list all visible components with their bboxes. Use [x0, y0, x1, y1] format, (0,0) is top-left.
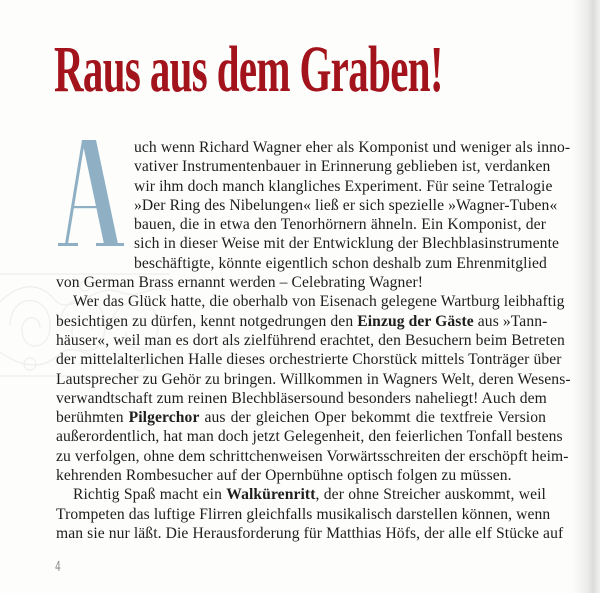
- text-line: [56, 215, 546, 234]
- text-line: [56, 427, 563, 446]
- article-body: [56, 138, 571, 543]
- text-segment: aus »Tann-: [473, 312, 548, 330]
- text-segment: sich in dieser Weise mit der Entwicklung der Blechblasinstrumente: [134, 235, 560, 253]
- text-line: [56, 312, 546, 331]
- text-segment: Lautsprecher zu Gehör zu bringen. Willkommen in Wagners Welt, deren Wesens-: [56, 370, 571, 388]
- text-segment: uch wenn Richard Wagner eher als Komponist und weniger als inno-: [134, 139, 571, 156]
- text-line: [56, 292, 565, 311]
- text-line: [56, 273, 546, 292]
- text-segment: außerordentlich, hat man doch jetzt Gelegenheit, den feierlichen Tonfall bestens: [56, 428, 563, 446]
- text-line: [56, 157, 551, 176]
- text-segment: Trompeten das luftige Flirren gleichfalls musikalisch darstellen können, wenn: [56, 505, 551, 523]
- text-line: [56, 485, 546, 504]
- article-lines: [56, 138, 571, 543]
- text-segment: der mittelalterlichen Halle dieses orchestrierte Chorstück mittels Tonträger über: [56, 351, 562, 369]
- bold-track-title: Walkürenritt: [226, 486, 316, 504]
- text-line: [56, 389, 546, 408]
- text-segment: aus der gleichen Oper bekommt die textfreie Version: [199, 409, 546, 427]
- bold-track-title: Pilgerchor: [128, 409, 200, 427]
- text-segment: beschäftigte, könnte eigentlich schon deshalb zum Ehrenmitglied: [134, 254, 547, 272]
- text-line: [56, 505, 551, 524]
- text-segment: häuser«, weil man es dort als zielführend erachtet, den Besuchern beim Betreten: [56, 331, 565, 349]
- text-segment: besichtigen zu dürfen, kennt notgedrungen den: [56, 312, 358, 330]
- text-segment: Richtig Spaß macht ein: [73, 486, 227, 504]
- text-line: [56, 138, 571, 157]
- text-segment: wir ihm doch manch klangliches Experiment. Für seine Tetralogie: [134, 177, 553, 195]
- text-segment: von German Brass ernannt werden – Celebrating Wagner!: [56, 274, 424, 292]
- text-line: [56, 524, 564, 543]
- text-line: [56, 196, 558, 215]
- text-segment: verwandtschaft zum reinen Blechbläsersound besonders naheliegt! Auch dem: [56, 389, 547, 407]
- text-segment: bauen, die in etwa den Tenorhörnern ähneln. Ein Komponist, der: [134, 216, 546, 234]
- text-line: [56, 331, 565, 350]
- text-line: [56, 254, 546, 273]
- page-binding-shadow: [572, 0, 600, 593]
- text-line: [56, 370, 571, 389]
- text-segment: berühmten: [56, 409, 129, 427]
- text-segment: Wer das Glück hatte, die oberhalb von Eisenach gelegene Wartburg leibhaftig: [73, 293, 565, 311]
- page-title: Raus aus dem Graben!: [54, 33, 443, 106]
- page-number: 4: [55, 560, 61, 575]
- text-line: [56, 447, 569, 466]
- text-segment: , der ohne Streicher auskommt, weil: [315, 486, 546, 504]
- text-segment: kehrenden Rombesucher auf der Opernbühne optisch folgen zu müssen.: [56, 467, 512, 485]
- text-line: [56, 408, 546, 427]
- text-line: [56, 466, 546, 485]
- bold-track-title: Einzug der Gäste: [357, 312, 474, 330]
- text-line: [56, 350, 562, 369]
- text-line: [56, 177, 553, 196]
- text-segment: vativer Instrumentenbauer in Erinnerung geblieben ist, verdanken: [134, 158, 551, 176]
- text-segment: man sie nur läßt. Die Herausforderung für Matthias Höfs, der alle elf Stücke auf: [56, 524, 564, 542]
- text-segment: »Der Ring des Nibelungen« ließ er sich spezielle »Wagner-Tuben«: [134, 196, 558, 214]
- text-line: [56, 234, 560, 253]
- text-segment: zu verfolgen, ohne dem schrittchenweisen Vorwärtsschreiten der erschöpft heim-: [56, 447, 569, 465]
